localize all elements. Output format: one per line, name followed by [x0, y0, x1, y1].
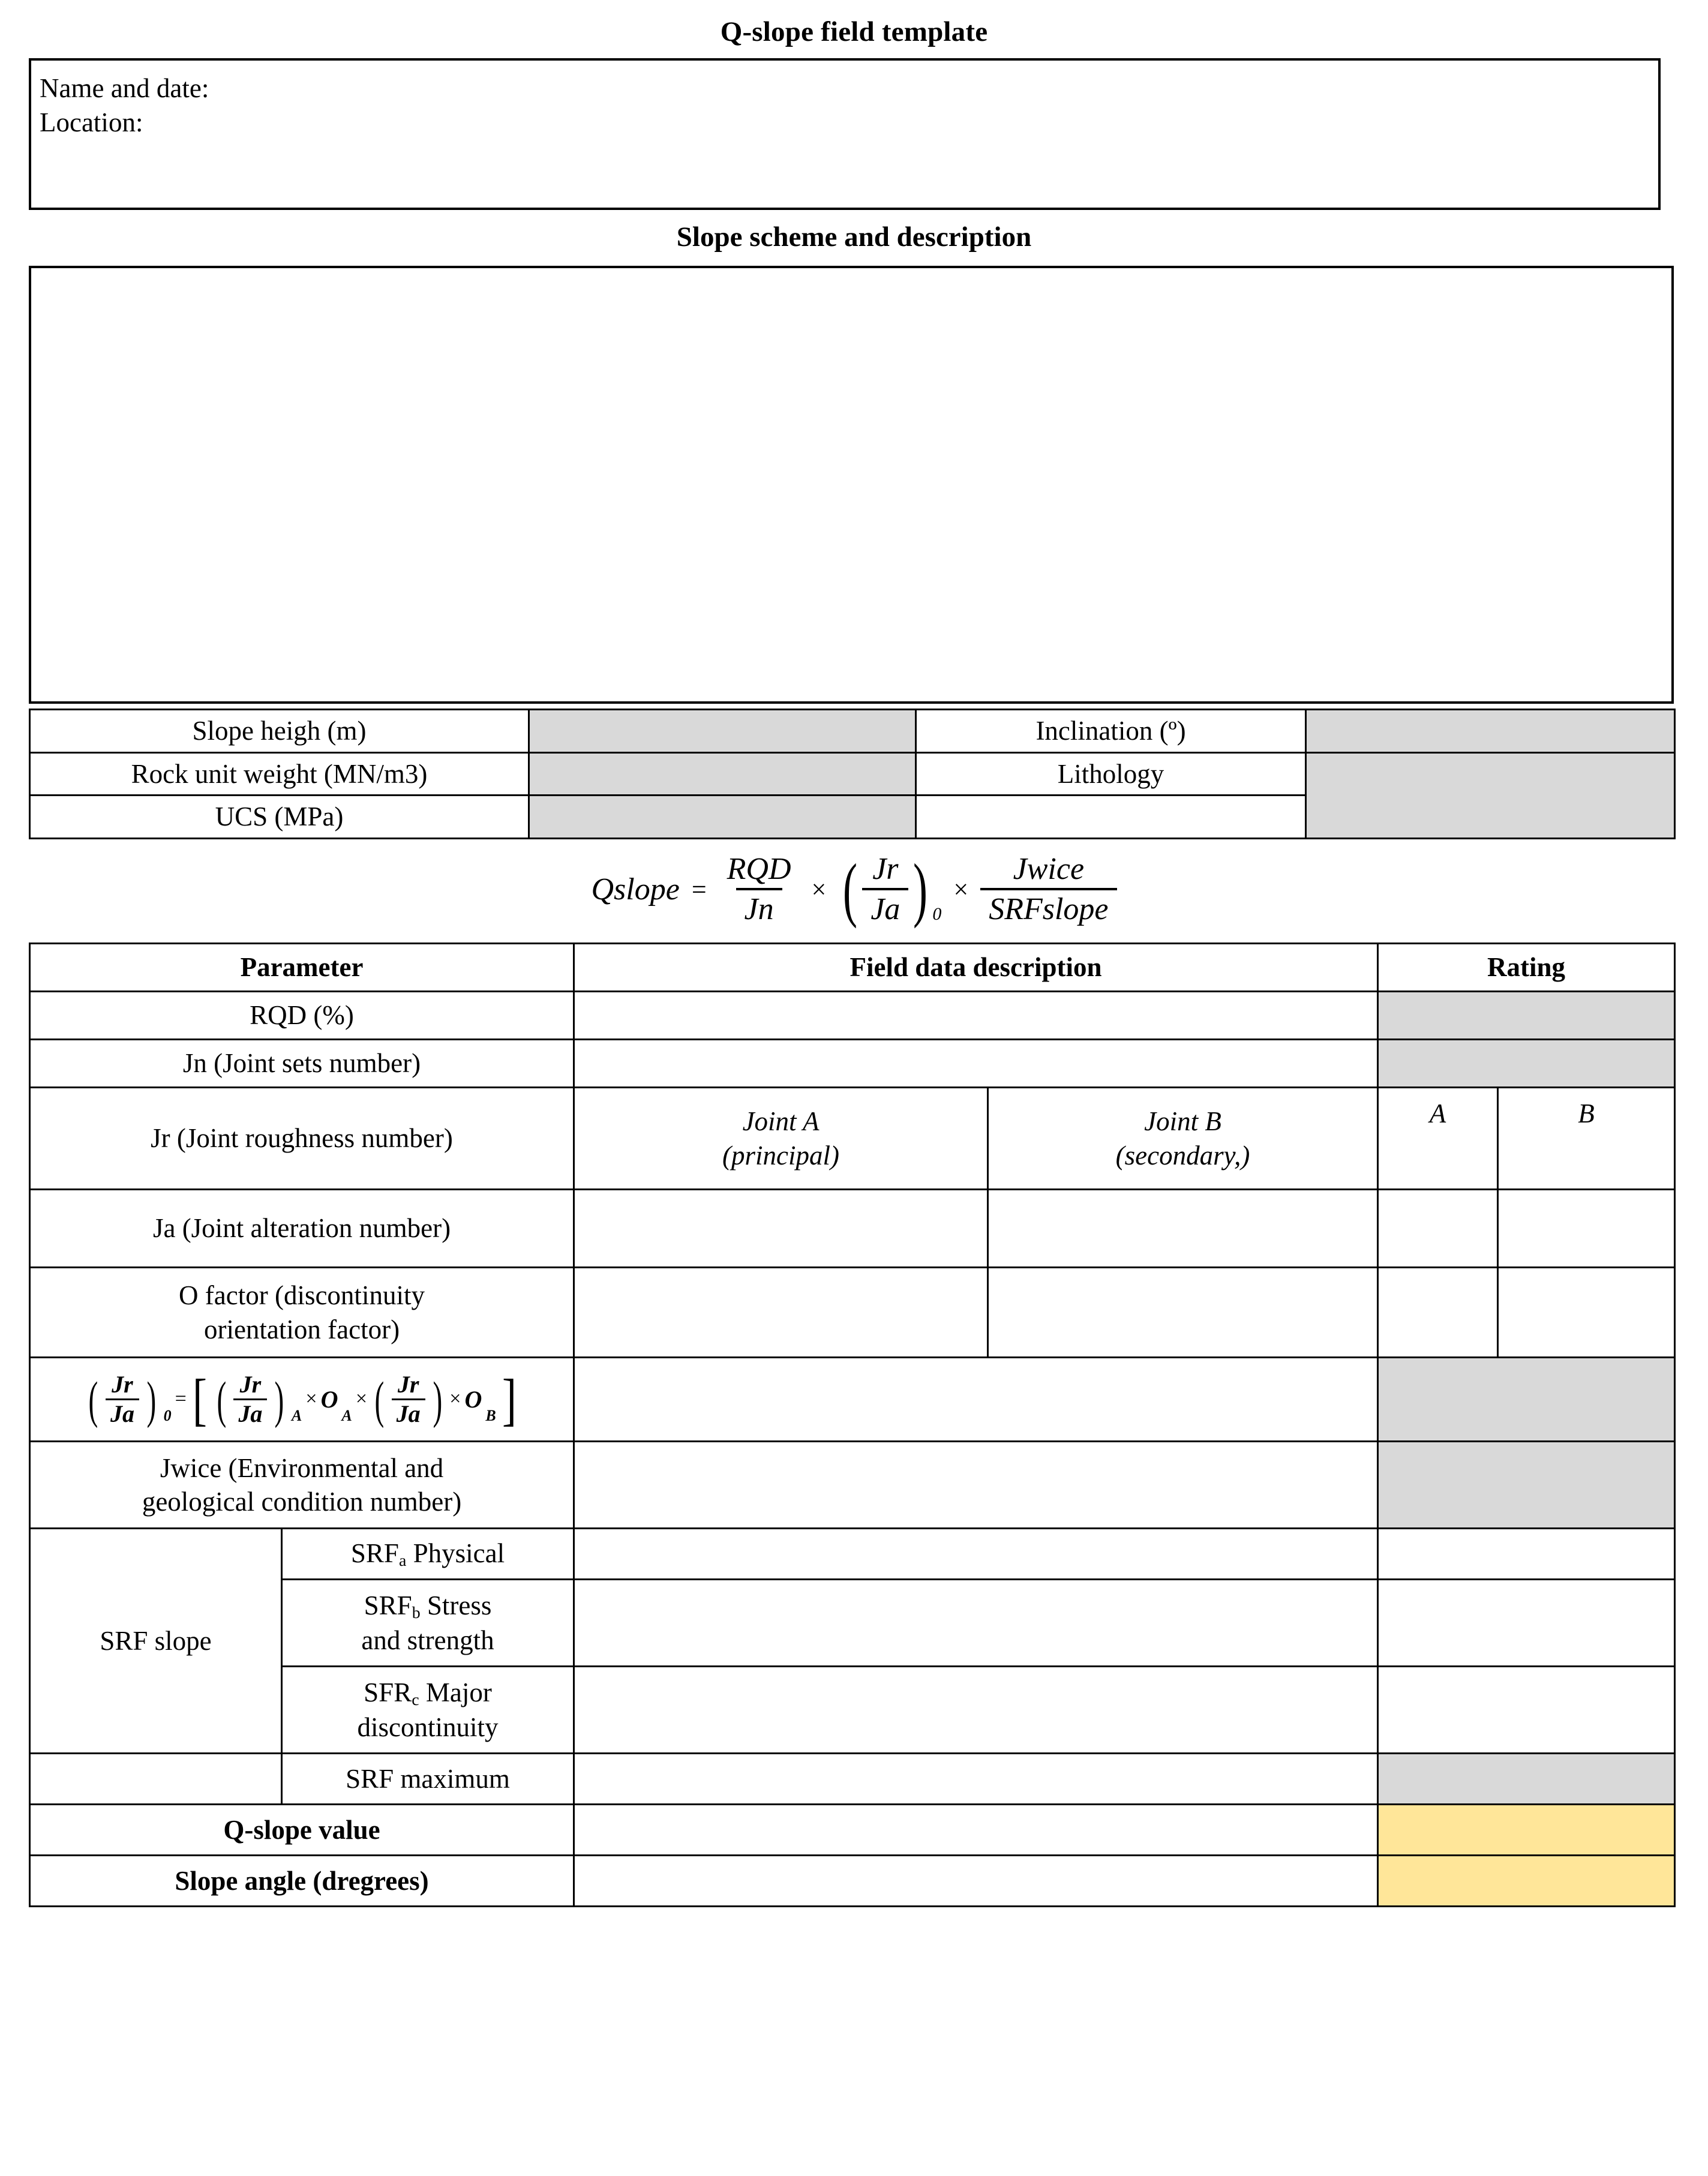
- table-row: [30, 710, 1675, 753]
- paren-close: ): [274, 1370, 284, 1428]
- slope-height-label: Slope heigh (m): [30, 710, 529, 753]
- param-srf-a-rating[interactable]: [1378, 1529, 1675, 1580]
- header-rating: Rating: [1378, 944, 1675, 992]
- slope-height-value[interactable]: [529, 710, 916, 753]
- param-q-slope-value-description[interactable]: [574, 1805, 1378, 1856]
- param-jr-ja-zero-description[interactable]: [574, 1358, 1378, 1442]
- header-field-data-description: Field data description: [574, 944, 1378, 992]
- srf-a-subscript: a: [398, 1551, 407, 1571]
- param-jn-rating[interactable]: [1378, 1040, 1675, 1088]
- rock-unit-weight-value[interactable]: [529, 752, 916, 796]
- name-and-date-label: Name and date:: [40, 73, 209, 103]
- param-srf-a-description[interactable]: [574, 1529, 1378, 1580]
- table-row: [30, 1856, 1675, 1907]
- equation-multiply-2: ×: [953, 874, 969, 904]
- equation-equals: =: [691, 874, 707, 904]
- param-ja-joint-b-description[interactable]: [988, 1190, 1378, 1268]
- ucs-label: UCS (MPa): [30, 796, 529, 839]
- paren-open: (: [217, 1370, 226, 1428]
- subheader-joint-b: [988, 1088, 1378, 1190]
- table-row: [30, 1754, 1675, 1805]
- param-jn-label: Jn (Joint sets number): [30, 1040, 574, 1088]
- param-srf-a-label: $SRF_a$ Physical: [282, 1529, 574, 1580]
- equation-term-jr-ja: ( $\frac{Jr}{Ja}$ ) 0: [843, 848, 942, 929]
- param-srf-maximum-rating[interactable]: [1378, 1754, 1675, 1805]
- param-srf-maximum-description[interactable]: [574, 1754, 1378, 1805]
- lithology-value[interactable]: [1306, 752, 1675, 838]
- parameter-rating-table: [29, 943, 1676, 1907]
- param-jr-ja-zero-rating[interactable]: [1378, 1358, 1675, 1442]
- equation-term-rqd-jn: $\frac{\text{RQD}}{Jn}$: [727, 852, 791, 927]
- param-o-factor-label: [30, 1268, 574, 1358]
- table-row: [30, 1040, 1675, 1088]
- param-ja-rating-a[interactable]: [1378, 1190, 1498, 1268]
- slope-data-empty-cell: [916, 796, 1306, 839]
- subheader-rating-b: B: [1498, 1088, 1675, 1190]
- header-info-box: [29, 58, 1661, 210]
- paren-close: ): [913, 848, 928, 929]
- paren-open: (: [88, 1370, 98, 1428]
- header-parameter: Parameter: [30, 944, 574, 992]
- param-srf-maximum-label: SRF maximum: [282, 1754, 574, 1805]
- bracket-close: ]: [502, 1367, 517, 1432]
- param-o-factor-rating-a[interactable]: [1378, 1268, 1498, 1358]
- param-slope-angle-description[interactable]: [574, 1856, 1378, 1907]
- param-rqd-description[interactable]: [574, 992, 1378, 1040]
- param-jwice-rating[interactable]: [1378, 1442, 1675, 1529]
- paren-close: ): [146, 1370, 157, 1428]
- table-row: [30, 1088, 1675, 1190]
- bracket-open: [: [192, 1367, 207, 1432]
- table-row: [30, 752, 1675, 796]
- param-srf-b-rating[interactable]: [1378, 1580, 1675, 1667]
- param-slope-angle-result[interactable]: [1378, 1856, 1675, 1907]
- table-row: [30, 1268, 1675, 1358]
- page-title: Q-slope field template: [720, 16, 988, 47]
- table-row: [30, 1358, 1675, 1442]
- rock-unit-weight-label: Rock unit weight (MN/m3): [30, 752, 529, 796]
- jwice-line-2: geological condition number): [142, 1487, 462, 1517]
- table-row: [30, 1190, 1675, 1268]
- jwice-line-1: Jwice (Environmental and: [160, 1452, 444, 1483]
- joint-b-title: Joint B: [1144, 1106, 1221, 1137]
- param-o-factor-joint-b-description[interactable]: [988, 1268, 1378, 1358]
- param-jwice-label: [30, 1442, 574, 1529]
- srf-b-line-1: $SRF_b$ Stress: [364, 1590, 492, 1622]
- param-sfr-c-label: [282, 1667, 574, 1754]
- sfr-c-line-1: $SFR_c$ Major: [364, 1677, 492, 1709]
- param-o-factor-joint-a-description[interactable]: [574, 1268, 988, 1358]
- paren-open: (: [843, 848, 858, 929]
- joint-a-note: (principal): [722, 1140, 839, 1170]
- equation-multiply-1: ×: [811, 874, 827, 904]
- param-ja-joint-a-description[interactable]: [574, 1190, 988, 1268]
- subheader-rating-a: A: [1378, 1088, 1498, 1190]
- joint-a-title: Joint A: [742, 1106, 820, 1137]
- o-factor-line-2: orientation factor): [203, 1314, 400, 1344]
- paren-open: (: [374, 1370, 385, 1428]
- o-factor-line-1: O factor (discontinuity: [179, 1280, 425, 1311]
- param-slope-angle-label: Slope angle (dregrees): [30, 1856, 574, 1907]
- param-jwice-description[interactable]: [574, 1442, 1378, 1529]
- param-jn-description[interactable]: [574, 1040, 1378, 1088]
- param-srf-b-label: [282, 1580, 574, 1667]
- equation-term-jwice-srf: $\frac{\text{Jwice}}{\text{SRFslope}}$: [980, 853, 1116, 926]
- inclination-label: Inclination (º): [916, 710, 1306, 753]
- table-header-row: [30, 944, 1675, 992]
- srf-b-line-2: and strength: [361, 1625, 494, 1656]
- qslope-equation: [0, 839, 1708, 935]
- param-q-slope-value-label: Q-slope value: [30, 1805, 574, 1856]
- param-q-slope-value-result[interactable]: [1378, 1805, 1675, 1856]
- param-srf-b-description[interactable]: [574, 1580, 1378, 1667]
- param-ja-rating-b[interactable]: [1498, 1190, 1675, 1268]
- slope-data-table: [29, 709, 1676, 839]
- param-rqd-rating[interactable]: [1378, 992, 1675, 1040]
- ucs-value[interactable]: [529, 796, 916, 839]
- param-o-factor-rating-b[interactable]: [1498, 1268, 1675, 1358]
- param-jr-ja-zero-equation: ( $\frac{Jr}{Ja}$ ) 0 = [ ( $\frac{Jr}{Ja}$ ) A × O A × ( $\frac{Jr}{Ja}$ ) × O B ]: [30, 1358, 574, 1442]
- param-jr-label: Jr (Joint roughness number): [30, 1088, 574, 1190]
- param-rqd-label: RQD (%): [30, 992, 574, 1040]
- srf-b-subscript: b: [412, 1603, 421, 1622]
- slope-scheme-drawing-area[interactable]: [29, 266, 1674, 704]
- sfr-c-subscript: c: [412, 1690, 419, 1709]
- section-title-slope-scheme: Slope scheme and description: [676, 221, 1032, 253]
- joint-b-note: (secondary,): [1115, 1140, 1250, 1170]
- subheader-joint-a: [574, 1088, 988, 1190]
- param-sfr-c-rating[interactable]: [1378, 1667, 1675, 1754]
- equation-lhs: Qslope: [591, 872, 680, 907]
- param-ja-label: Ja (Joint alteration number): [30, 1190, 574, 1268]
- sfr-c-line-2: discontinuity: [357, 1712, 499, 1743]
- param-srf-slope-label: SRF slope: [30, 1529, 282, 1754]
- paren-close: ): [433, 1370, 442, 1428]
- table-row: [30, 1805, 1675, 1856]
- lithology-label: Lithology: [916, 752, 1306, 796]
- param-sfr-c-description[interactable]: [574, 1667, 1378, 1754]
- table-row: [30, 992, 1675, 1040]
- table-row: [30, 1529, 1675, 1580]
- inclination-value[interactable]: [1306, 710, 1675, 753]
- param-srf-maximum-spacer: [30, 1754, 282, 1805]
- table-row: [30, 1442, 1675, 1529]
- o-b-symbol: O: [464, 1385, 482, 1413]
- location-label: Location:: [40, 107, 143, 137]
- o-a-symbol: O: [320, 1385, 338, 1413]
